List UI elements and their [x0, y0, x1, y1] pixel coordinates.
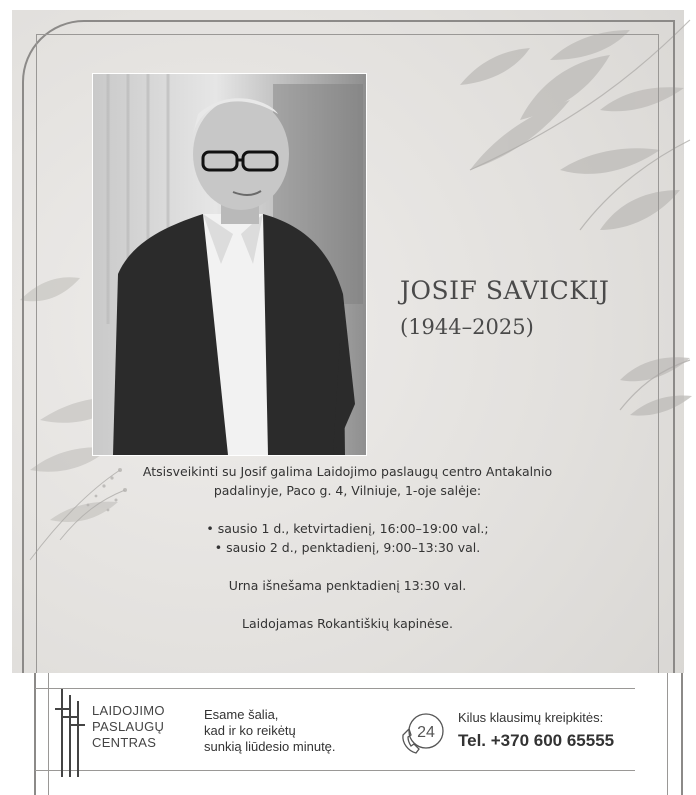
burial-info: Laidojamas Rokantiškių kapinėse. — [242, 616, 453, 631]
footer-bar — [0, 673, 696, 795]
company-logo-text — [92, 703, 165, 751]
deceased-name: JOSIF SAVICKIJ — [400, 276, 610, 305]
contact-label: Kilus klausimų kreipkitės: — [458, 710, 604, 725]
portrait-photo — [93, 74, 366, 455]
phone-icon-text: 24 — [417, 724, 435, 741]
footer-divider-bottom — [35, 770, 635, 771]
urn-info: Urna išnešama penktadienį 13:30 val. — [228, 578, 467, 593]
logo-line: CENTRAS — [92, 735, 157, 750]
slogan-line: sunkią liūdesio minutę. — [204, 739, 336, 754]
schedule-item: • sausio 2 d., penktadienį, 9:00–13:30 val. — [214, 540, 481, 555]
announcement-text — [80, 462, 615, 633]
footer-divider-top — [35, 688, 635, 689]
logo-line: PASLAUGŲ — [92, 719, 165, 734]
slogan-line: Esame šalia, — [204, 707, 279, 722]
announcement-line-2: padalinyje, Paco g. 4, Vilniuje, 1-oje salėje: — [213, 483, 482, 498]
contact-phone[interactable]: Tel. +370 600 65555 — [458, 731, 615, 750]
logo-line: LAIDOJIMO — [92, 703, 165, 718]
deceased-years: (1944–2025) — [400, 315, 534, 339]
triple-cross-icon — [52, 687, 88, 779]
announcement-line-1: Atsisveikinti su Josif galima Laidojimo paslaugų centro Antakalnio — [142, 464, 553, 479]
slogan-line: kad ir ko reikėtų — [204, 723, 296, 738]
portrait-image — [93, 74, 366, 455]
company-slogan — [204, 707, 336, 755]
schedule-item: • sausio 1 d., ketvirtadienį, 16:00–19:00 val.; — [206, 521, 489, 536]
phone-24h-icon — [398, 709, 448, 757]
